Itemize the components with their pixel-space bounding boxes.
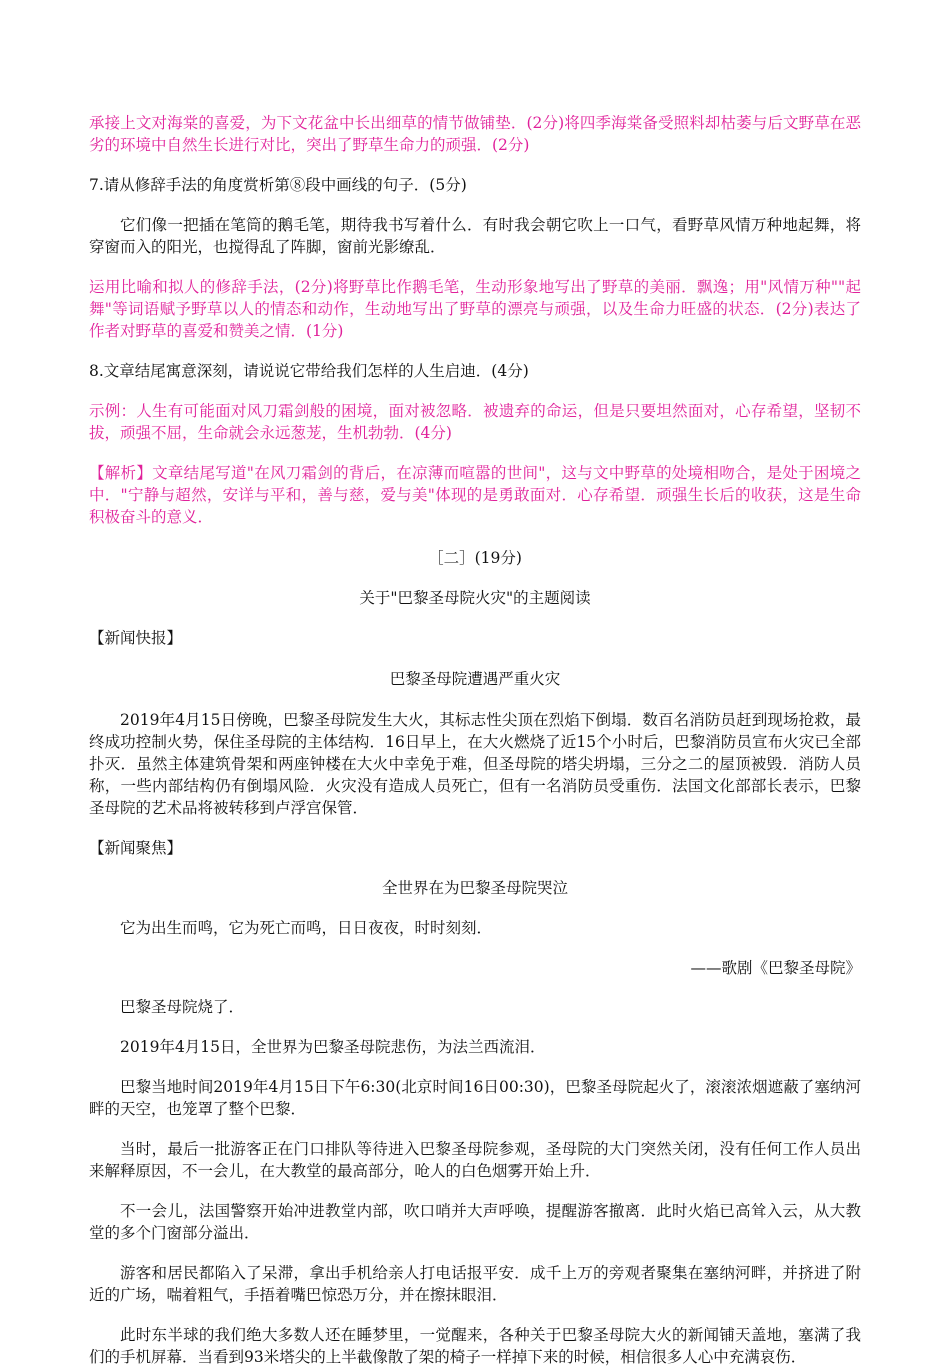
q7-answer: 运用比喻和拟人的修辞手法，(2分)将野草比作鹅毛笔，生动形象地写出了野草的美丽．飘逸；用"风情万种""起舞"等词语赋予野草以人的情态和动作，生动地写出了野草的漂亮与顽强，以及生命力旺盛的状态．(2分)表达了作者对野草的喜爱和赞美之情．(1分) [89, 278, 861, 340]
q6-answer: 承接上文对海棠的喜爱，为下文花盆中长出细草的情节做铺垫．(2分)将四季海棠备受照料却枯萎与后文野草在恶劣的环境中自然生长进行对比，突出了野草生命力的顽强．(2分) [89, 114, 861, 154]
body-paragraph: 游客和居民都陷入了呆滞，拿出手机给亲人打电话报平安．成千上万的旁观者聚集在塞纳河畔，并挤进了附近的广场，喘着粗气，手捂着嘴巴惊恐万分，并在擦抹眼泪． [89, 1264, 861, 1304]
body-paragraph: 2019年4月15日，全世界为巴黎圣母院悲伤，为法兰西流泪． [120, 1038, 546, 1056]
q7-question: 7.请从修辞手法的角度赏析第⑧段中画线的句子．(5分) [89, 176, 467, 194]
document-page [89, 112, 861, 1368]
q8-question: 8.文章结尾寓意深刻，请说说它带给我们怎样的人生启迪．(4分) [89, 362, 529, 380]
body-paragraph: 巴黎当地时间2019年4月15日下午6:30(北京时间16日00:30)，巴黎圣母院起火了，滚滚浓烟遮蔽了塞纳河畔的天空，也笼罩了整个巴黎． [89, 1078, 861, 1118]
analysis-text: 文章结尾写道"在风刀霜剑的背后，在凉薄而喧嚣的世间"，这与文中野草的处境相吻合，是处于困境之中．"宁静与超然，安详与平和，善与慈，爱与美"体现的是勇敢面对．心存希望．顽强生长后的收获，这是生命积极奋斗的意义． [89, 464, 861, 526]
body-paragraph: 当时，最后一批游客正在门口排队等待进入巴黎圣母院参观，圣母院的大门突然关闭，没有任何工作人员出来解释原因，不一会儿，在大教堂的最高部分，呛人的白色烟雾开始上升． [89, 1140, 861, 1180]
body-paragraph: 此时东半球的我们绝大多数人还在睡梦里，一觉醒来，各种关于巴黎圣母院大火的新闻铺天盖地，塞满了我们的手机屏幕．当看到93米塔尖的上半截像散了架的椅子一样掉下来的时候，相信很多人心中充满哀伤． [89, 1326, 861, 1366]
analysis-tag: 【解析】 [89, 464, 153, 482]
q8-analysis [89, 462, 861, 528]
q8-answer: 示例：人生有可能面对风刀霜剑般的困境，面对被忽略．被遗弃的命运，但是只要坦然面对，心存希望，坚韧不拔，顽强不屈，生命就会永远葱茏，生机勃勃．(4分) [89, 402, 861, 442]
news-flash-body: 2019年4月15日傍晚，巴黎圣母院发生大火，其标志性尖顶在烈焰下倒塌．数百名消防员赶到现场抢救，最终成功控制火势，保住圣母院的主体结构．16日早上，在大火燃烧了近15个小时后，巴黎消防员宣布火灾已全部扑灭．虽然主体建筑骨架和两座钟楼在大火中幸免于难，但圣母院的塔尖坍塌，三分之二的屋顶被毁．消防人员称，一些内部结构仍有倒塌风险．火灾没有造成人员死亡，但有一名消防员受重伤．法国文化部部长表示，巴黎圣母院的艺术品将被转移到卢浮宫保管． [89, 711, 861, 817]
q7-quote: 它们像一把插在笔筒的鹅毛笔，期待我书写着什么．有时我会朝它吹上一口气，看野草风情万种地起舞，将穿窗而入的阳光，也搅得乱了阵脚，窗前光影缭乱． [89, 216, 861, 256]
section2-title: 关于"巴黎圣母院火灾"的主题阅读 [359, 589, 591, 607]
body-paragraph: 不一会儿，法国警察开始冲进教堂内部，吹口哨并大声呼唤，提醒游客撤离．此时火焰已高耸入云，从大教堂的多个门窗部分溢出． [89, 1202, 861, 1242]
news-focus-tag: 【新闻聚焦】 [89, 839, 183, 857]
news-flash-tag: 【新闻快报】 [89, 629, 183, 647]
news-flash-headline: 巴黎圣母院遭遇严重火灾 [389, 670, 561, 688]
section2-heading: ［二］(19分) [428, 549, 522, 567]
news-focus-headline: 全世界在为巴黎圣母院哭泣 [381, 879, 568, 897]
epigraph-source: ——歌剧《巴黎圣母院》 [690, 959, 861, 977]
epigraph: 它为出生而鸣，它为死亡而鸣，日日夜夜，时时刻刻． [120, 919, 493, 937]
body-paragraph: 巴黎圣母院烧了． [120, 998, 245, 1016]
